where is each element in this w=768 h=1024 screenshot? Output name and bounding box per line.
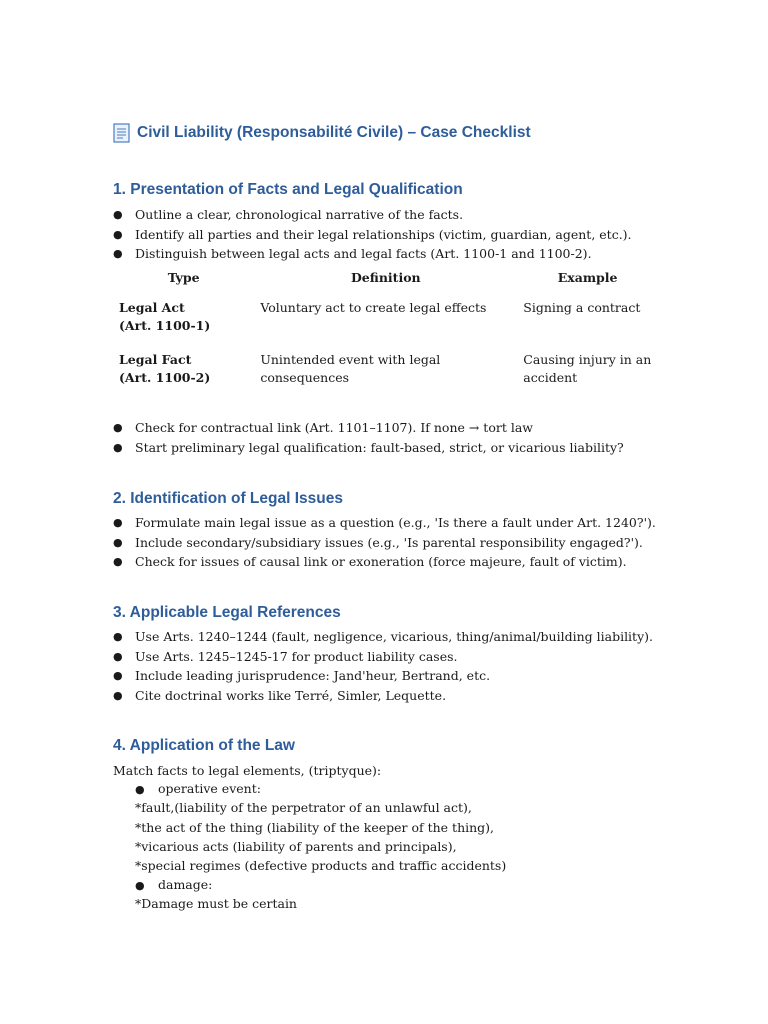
title-text: Civil Liability (Responsabilité Civile) – Case Checklist: [137, 124, 531, 142]
table-row: [113, 299, 658, 351]
bullet-icon: ●: [113, 516, 123, 529]
operative-event-line: *fault,(liability of the perpetrator of an unlawful act),: [135, 800, 472, 815]
bullet-icon: ●: [113, 440, 123, 454]
list-item: ● Check for issues of causal link or exoneration (force majeure, fault of victim).: [113, 552, 656, 572]
sub-list-item: ● damage:: [135, 875, 212, 896]
bullet-icon: ●: [113, 669, 123, 682]
operative-event-line: *special regimes (defective products and traffic accidents): [135, 858, 507, 873]
bullet-icon: ●: [113, 227, 123, 241]
bullet-icon: ●: [113, 555, 123, 568]
operative-event-line: *vicarious acts (liability of parents and principals),: [135, 839, 457, 854]
definition-cell: Unintended event with legal consequences: [260, 352, 441, 385]
section-3-heading: 3. Applicable Legal References: [113, 604, 341, 621]
section-1-list: [113, 205, 632, 264]
qualification-table: [113, 268, 658, 403]
damage-line: *Damage must be certain: [135, 896, 297, 911]
example-cell: Causing injury in an accident: [523, 352, 652, 385]
section-4-intro: Match facts to legal elements, (triptyque):: [113, 763, 382, 778]
list-item: ● Start preliminary legal qualification: fault-based, strict, or vicarious liability?: [113, 438, 624, 458]
section-3-list: [113, 627, 653, 705]
bullet-icon: ●: [113, 421, 123, 434]
definition-cell: Voluntary act to create legal effects: [260, 300, 487, 315]
section-2-list: [113, 513, 656, 572]
list-item: ● Use Arts. 1240–1244 (fault, negligence, vicarious, thing/animal/building liability).: [113, 627, 653, 647]
bullet-icon: ●: [113, 649, 123, 663]
list-item: ● Distinguish between legal acts and legal facts (Art. 1100-1 and 1100-2).: [113, 244, 632, 264]
list-item: ● Use Arts. 1245–1245-17 for product liability cases.: [113, 647, 653, 667]
list-item: ● Outline a clear, chronological narrative of the facts.: [113, 205, 632, 225]
section-2-heading: 2. Identification of Legal Issues: [113, 490, 343, 507]
bullet-icon: ●: [113, 208, 123, 221]
type-cell: Legal Act (Art. 1100-1): [119, 300, 211, 333]
table-row: [113, 351, 658, 403]
list-item: ● Include leading jurisprudence: Jand'heur, Bertrand, etc.: [113, 666, 653, 686]
list-item: ● Include secondary/subsidiary issues (e.g., 'Is parental responsibility engaged?').: [113, 533, 656, 553]
table-header-row: [113, 268, 658, 299]
list-item: ● Formulate main legal issue as a question (e.g., 'Is there a fault under Art. 1240?').: [113, 513, 656, 533]
section-1-heading: 1. Presentation of Facts and Legal Qualification: [113, 181, 463, 198]
sub-list-item: ● operative event:: [135, 779, 261, 800]
column-header-definition: Definition: [350, 270, 421, 285]
document-icon: [113, 123, 130, 143]
bullet-icon: ●: [113, 535, 123, 549]
list-item: ● Check for contractual link (Art. 1101–1107). If none → tort law: [113, 418, 624, 438]
section-1-list-after: [113, 418, 624, 457]
bullet-icon: ●: [113, 247, 123, 260]
column-header-type: Type: [167, 270, 200, 285]
column-header-example: Example: [557, 270, 618, 285]
example-cell: Signing a contract: [523, 300, 641, 315]
list-item: ● Identify all parties and their legal relationships (victim, guardian, agent, etc.).: [113, 225, 632, 245]
bullet-icon: ●: [113, 688, 123, 702]
list-item: ● Cite doctrinal works like Terré, Simler, Lequette.: [113, 686, 653, 706]
bullet-icon: ●: [135, 879, 145, 892]
document-title: [113, 123, 531, 143]
bullet-icon: ●: [113, 630, 123, 643]
bullet-icon: ●: [135, 783, 145, 796]
section-4-heading: 4. Application of the Law: [113, 737, 295, 754]
type-cell: Legal Fact (Art. 1100-2): [119, 352, 211, 385]
operative-event-line: *the act of the thing (liability of the keeper of the thing),: [135, 820, 495, 835]
